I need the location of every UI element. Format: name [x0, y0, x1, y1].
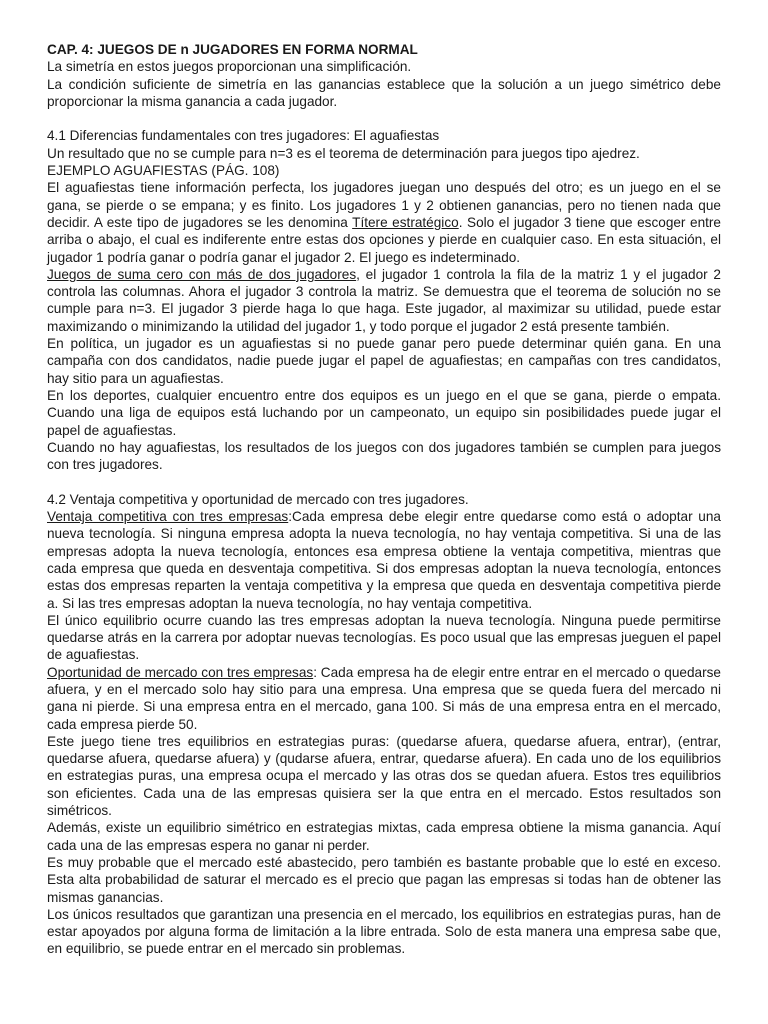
- underlined-term: Juegos de suma cero con más de dos jugadores: [47, 266, 357, 282]
- section-4-2-paragraph-2: El único equilibrio ocurre cuando las tres empresas adoptan la nueva tecnología. Ninguna puede permitirse quedarse atrás en la carrera por adoptar nuevas tecnologías. Es poco usual que las empresas jueguen el papel de aguafiestas.: [47, 612, 721, 663]
- section-4-1-paragraph-3: [47, 266, 721, 335]
- section-4-1-paragraph-1: Un resultado que no se cumple para n=3 es el teorema de determinación para juegos tipo ajedrez.: [47, 145, 640, 161]
- text-run: El aguafiestas tiene información perfecta, los jugadores juegan uno después del otro; es un juego en el se gana, se pierde o se empana; y es finito. Los jugadores 1 y 2 obtienen ganancias, pero no tienen nada que decidir. A este tipo de jugadores se les denomina: [47, 180, 721, 230]
- section-4-1-heading: 4.1 Diferencias fundamentales con tres jugadores: El aguafiestas: [47, 128, 440, 144]
- underlined-term: Ventaja competitiva con tres empresas: [47, 509, 289, 525]
- chapter-title: CAP. 4: JUEGOS DE n JUGADORES EN FORMA NORMAL: [47, 42, 418, 57]
- intro-paragraph-2: La condición suficiente de simetría en las ganancias establece que la solución a un juego simétrico debe proporcionar la misma ganancia a cada jugador.: [47, 76, 721, 109]
- section-4-1-paragraph-5: En los deportes, cualquier encuentro entre dos equipos es un juego en el que se gana, pierde o empata. Cuando una liga de equipos está luchando por un campeonato, un equipo sin posibilidades puede jugar el papel de aguafiestas.: [47, 387, 721, 438]
- section-4-1-paragraph-6: Cuando no hay aguafiestas, los resultados de los juegos con dos jugadores también se cumplen para juegos con tres jugadores.: [47, 439, 721, 473]
- text-run: . Solo el jugador 3 tiene que escoger entre arriba o abajo, el cual es indiferente entre estas dos opciones y pierde en cualquier caso. En esta situación, el jugador 1 podría ganar o podría ganar el jugador 2. El juego es indeterminado.: [47, 214, 721, 265]
- text-run: :Cada empresa debe elegir entre quedarse como está o adoptar una nueva tecnología. Si ninguna empresa adopta la nueva tecnología, no hay ventaja competitiva. Si una de las empresas adopta la nueva tecnología, entonces esa empresa obtiene la ventaja competitiva, mientras que cada empresa que queda en desventaja competitiva. Si dos empresas adoptan la nueva tecnología, entonces estas dos empresas reparten la ventaja competitiva y la empresa que queda en desventaja competitiva pierde a. Si las tres empresas adoptan la nueva tecnología, no hay ventaja competitiva.: [47, 509, 721, 611]
- text-run: , el jugador 1 controla la fila de la matriz 1 y el jugador 2 controla las columnas. Ahora el jugador 3 controla la matriz. Se demuestra que el teorema de solución no se cumple para n=3. El jugador 3 pierde haga lo que haga. Este jugador, al maximizar su utilidad, puede estar maximizando o minimizando la utilidad del jugador 1, y todo porque el jugador 2 está presente también.: [47, 266, 721, 334]
- section-4-1-paragraph-4: En política, un jugador es un aguafiestas si no puede ganar pero puede determinar quién gana. En una campaña con dos candidatos, nadie puede jugar el papel de aguafiestas; en campañas con tres candidatos, hay sitio para un aguafiestas.: [47, 336, 721, 386]
- underlined-term: Oportunidad de mercado con tres empresas: [47, 664, 314, 680]
- section-4-2-paragraph-1: [47, 508, 721, 612]
- section-4-1-paragraph-2: [47, 179, 721, 265]
- example-heading: EJEMPLO AGUAFIESTAS (PÁG. 108): [47, 163, 280, 179]
- spacer: [47, 473, 721, 490]
- intro-paragraph-1: La simetría en estos juegos proporcionan una simplificación.: [47, 59, 412, 75]
- underlined-term: Títere estratégico: [352, 214, 459, 230]
- section-4-2-heading: 4.2 Ventaja competitiva y oportunidad de mercado con tres jugadores.: [47, 491, 469, 507]
- text-run: : Cada empresa ha de elegir entre entrar en el mercado o quedarse afuera, y en el mercado solo hay sitio para una empresa. Una empresa que se queda fuera del mercado ni gana ni pierde. Si una empresa entra en el mercado, gana 100. Si más de una empresa entra en el mercado, cada empresa pierde 50.: [47, 664, 721, 732]
- section-4-2-paragraph-7: Los únicos resultados que garantizan una presencia en el mercado, los equilibrios en estrategias puras, han de estar apoyados por alguna forma de limitación a la libre entrada. Solo de esta manera una empresa sabe que, en equilibrio, se puede entrar en el mercado sin problemas.: [47, 906, 721, 957]
- section-4-2-paragraph-6: Es muy probable que el mercado esté abastecido, pero también es bastante probable que lo esté en exceso. Esta alta probabilidad de saturar el mercado es el precio que pagan las empresas si todas han de obtener las mismas ganancias.: [47, 854, 721, 905]
- section-4-2-paragraph-3: [47, 664, 721, 733]
- section-4-2-paragraph-4: Este juego tiene tres equilibrios en estrategias puras: (quedarse afuera, quedarse afuera, entrar), (entrar, quedarse afuera, quedarse afuera) y (qudarse afuera, entrar, quedarse afuera). En cada uno de los equilibrios en estrategias puras, una empresa ocupa el mercado y las otras dos se quedan afuera. Estos tres equilibrios son eficientes. Cada una de las empresas quisiera ser la que entra en el mercado. Estos resultados son simétricos.: [47, 733, 721, 819]
- section-4-2-paragraph-5: Además, existe un equilibrio simétrico en estrategias mixtas, cada empresa obtiene la misma ganancia. Aquí cada una de las empresas espera no ganar ni perder.: [47, 820, 721, 853]
- spacer: [47, 110, 721, 127]
